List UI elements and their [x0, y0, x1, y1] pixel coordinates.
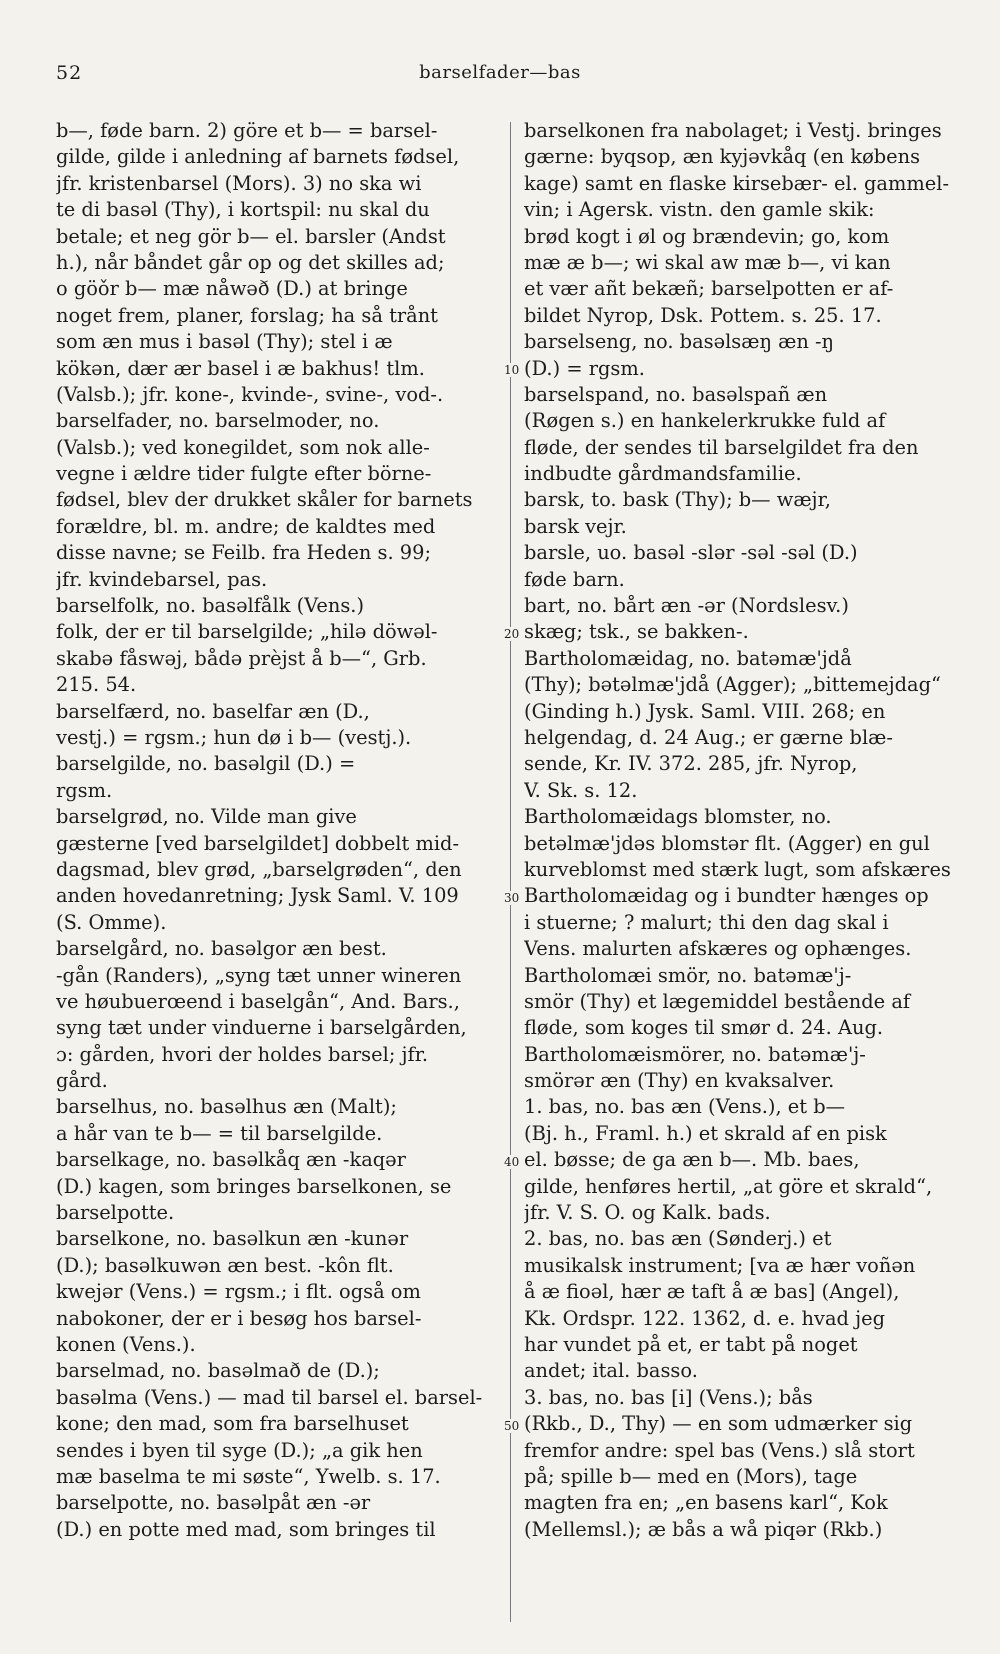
text-line: Bartholomæismörer, no. batəmæ'j- — [524, 1042, 866, 1066]
line-number: 30 — [504, 890, 520, 905]
text-line: har vundet på et, er tabt på noget — [524, 1332, 858, 1356]
text-line: gård. — [56, 1069, 108, 1093]
text-line: Vens. malurten afskæres og ophænges. — [524, 937, 912, 961]
text-line: gæsterne [ved barselgildet] dobbelt mid- — [56, 831, 460, 855]
text-line: musikalsk instrument; [va æ hær voñən — [524, 1253, 916, 1277]
text-line: barsk vejr. — [524, 514, 627, 538]
left-column — [56, 118, 502, 1543]
text-line: jfr. V. S. O. og Kalk. bads. — [524, 1201, 771, 1225]
text-line: (D.) en potte med mad, som bringes til — [56, 1517, 436, 1541]
text-line: anden hovedanretning; Jysk Saml. V. 109 — [56, 884, 459, 908]
text-line: (S. Omme). — [56, 910, 167, 934]
text-line: (D.); basəlkuwən æn best. -kôn flt. — [56, 1253, 394, 1277]
text-line: barselfader, no. barselmoder, no. — [56, 409, 380, 433]
text-line: barselkage, no. basəlkåq æn -kaqər — [56, 1148, 406, 1172]
text-line: kökən, dær ær basel i æ bakhus! tlm. — [56, 356, 425, 380]
text-line: o göǒr b— mæ nåwəð (D.) at bringe — [56, 277, 408, 301]
text-line: andet; ital. basso. — [524, 1359, 698, 1383]
text-line: barselgård, no. basəlgor æn best. — [56, 937, 387, 961]
text-line: 1. bas, no. bas æn (Vens.), et b— — [524, 1095, 846, 1119]
text-line: konen (Vens.). — [56, 1332, 196, 1356]
text-line: mæ baselma te mi søste“, Ywelb. s. 17. — [56, 1464, 441, 1488]
text-line: barselpotte. — [56, 1201, 175, 1225]
text-line: (D.) kagen, som bringes barselkonen, se — [56, 1174, 452, 1198]
text-line: 2. bas, no. bas æn (Sønderj.) et — [524, 1227, 832, 1251]
text-line: kurveblomst med stærk lugt, som afskæres — [524, 857, 951, 881]
line-number: 40 — [504, 1154, 520, 1169]
text-line: Bartholomæidag, no. batəmæ'jdå — [524, 646, 852, 670]
text-line: Kk. Ordspr. 122. 1362, d. e. hvad jeg — [524, 1306, 886, 1330]
text-line: ɔ: gården, hvori der holdes barsel; jfr. — [56, 1042, 429, 1066]
text-line: (Bj. h., Framl. h.) et skrald af en pisk — [524, 1121, 887, 1145]
text-line: fløde, som koges til smør d. 24. Aug. — [524, 1016, 884, 1040]
text-line: fødsel, blev der drukket skåler for barnets — [56, 488, 473, 512]
text-line: betale; et neg gör b— el. barsler (Andst — [56, 224, 446, 248]
text-line: disse navne; se Feilb. fra Heden s. 99; — [56, 541, 432, 565]
text-line: barselhus, no. basəlhus æn (Malt); — [56, 1095, 397, 1119]
text-line: smör (Thy) et lægemiddel bestående af — [524, 989, 911, 1013]
text-line: skabə fåswəj, bådə prèjst å b—“, Grb. — [56, 646, 427, 670]
line-number: 20 — [504, 626, 520, 641]
text-line: kone; den mad, som fra barselhuset — [56, 1412, 409, 1436]
line-number: 10 — [504, 362, 520, 377]
text-line: -gån (Randers), „syng tæt unner wineren — [56, 963, 462, 987]
text-line: h.), når båndet går op og det skilles ad; — [56, 250, 445, 274]
text-line: indbudte gårdmandsfamilie. — [524, 462, 802, 486]
text-line: skæg; tsk., se bakken-. — [524, 620, 749, 644]
text-line: folk, der er til barselgilde; „hilə döwəl- — [56, 620, 438, 644]
text-line: barselkone, no. basəlkun æn -kunər — [56, 1227, 409, 1251]
text-line: dagsmad, blev grød, „barselgrøden“, den — [56, 857, 462, 881]
text-line: (D.) = rgsm. — [524, 356, 645, 380]
text-line: Bartholomæidags blomster, no. — [524, 805, 832, 829]
text-line: barselmad, no. basəlmað de (D.); — [56, 1359, 380, 1383]
text-line: el. bøsse; de ga æn b—. Mb. baes, — [524, 1148, 860, 1172]
text-line: bildet Nyrop, Dsk. Pottem. s. 25. 17. — [524, 303, 882, 327]
line-number: 50 — [504, 1418, 520, 1433]
text-line: kwejər (Vens.) = rgsm.; i flt. også om — [56, 1280, 421, 1304]
text-line: gilde, gilde i anledning af barnets fødsel, — [56, 145, 460, 169]
page-number: 52 — [56, 62, 83, 84]
text-line: sendes i byen til syge (D.); „a gik hen — [56, 1438, 423, 1462]
text-line: (Røgen s.) en hankelerkrukke fuld af — [524, 409, 886, 433]
text-line: fremfor andre: spel bas (Vens.) slå stort — [524, 1438, 915, 1462]
text-line: et vær añt bekæñ; barselpotten er af- — [524, 277, 894, 301]
text-line: betəlmæ'jdəs blomstər flt. (Agger) en gul — [524, 831, 930, 855]
text-line: nabokoner, der er i besøg hos barsel- — [56, 1306, 422, 1330]
text-line: barsk, to. bask (Thy); b— wæjr, — [524, 488, 831, 512]
text-line: som æn mus i basəl (Thy); stel i æ — [56, 330, 393, 354]
text-line: (Valsb.); jfr. kone-, kvinde-, svine-, vod-. — [56, 382, 444, 406]
text-line: gilde, henføres hertil, „at göre et skrald“, — [524, 1174, 933, 1198]
text-line: V. Sk. s. 12. — [524, 778, 638, 802]
text-line: barsle, uo. basəl -slər -səl -səl (D.) — [524, 541, 858, 565]
text-line: sende, Kr. IV. 372. 285, jfr. Nyrop, — [524, 752, 858, 776]
text-line: barselgrød, no. Vilde man give — [56, 805, 357, 829]
text-line: barselkonen fra nabolaget; i Vestj. bringes — [524, 119, 942, 142]
text-line: barselpotte, no. basəlpåt æn -ər — [56, 1491, 371, 1515]
text-line: (Thy); bətəlmæ'jdå (Agger); „bittemejdag“ — [524, 673, 941, 697]
text-line: barselfolk, no. basəlfålk (Vens.) — [56, 594, 365, 618]
text-line: mæ æ b—; wi skal aw mæ b—, vi kan — [524, 250, 891, 274]
text-line: (Mellemsl.); æ bås a wå piqər (Rkb.) — [524, 1517, 883, 1541]
text-line: barselseng, no. basəlsæŋ æn -ŋ — [524, 330, 835, 354]
text-line: 3. bas, no. bas [i] (Vens.); bås — [524, 1385, 813, 1409]
text-line: 215. 54. — [56, 673, 137, 697]
text-line: brød kogt i øl og brændevin; go, kom — [524, 224, 890, 248]
text-line: på; spille b— med en (Mors), tage — [524, 1464, 858, 1488]
text-line: å æ fioəl, hær æ taft å æ bas] (Angel), — [524, 1280, 900, 1304]
text-line: i stuerne; ? malurt; thi den dag skal i — [524, 910, 889, 934]
text-line: te di basəl (Thy), i kortspil: nu skal du — [56, 198, 430, 222]
text-line: Bartholomæi smör, no. batəmæ'j- — [524, 963, 852, 987]
right-column — [524, 118, 960, 1543]
text-line: vestj.) = rgsm.; hun dø i b— (vestj.). — [56, 725, 412, 749]
text-line: basəlma (Vens.) — mad til barsel el. barsel- — [56, 1385, 483, 1409]
text-line: barselfærd, no. baselfar æn (D., — [56, 699, 370, 723]
text-line: (Ginding h.) Jysk. Saml. VIII. 268; en — [524, 699, 886, 723]
running-head: barselfader—bas — [419, 62, 581, 83]
text-line: a hår van te b— = til barselgilde. — [56, 1121, 383, 1145]
text-line: b—, føde barn. 2) göre et b— = barsel- — [56, 119, 438, 142]
text-line: kage) samt en flaske kirsebær- el. gammel- — [524, 171, 949, 195]
text-line: Bartholomæidag og i bundter hænges op — [524, 884, 929, 908]
text-line: ve høubuerœend i baselgån“, And. Bars., — [56, 989, 460, 1013]
text-line: føde barn. — [524, 567, 625, 591]
text-line: jfr. kvindebarsel, pas. — [56, 567, 268, 591]
text-line: rgsm. — [56, 778, 113, 802]
text-line: noget frem, planer, forslag; ha så trånt — [56, 303, 438, 327]
text-line: vin; i Agersk. vistn. den gamle skik: — [524, 198, 875, 222]
text-line: jfr. kristenbarsel (Mors). 3) no ska wi — [56, 171, 422, 195]
text-line: gærne: byqsop, æn kyjəvkåq (en købens — [524, 145, 921, 169]
text-line: magten fra en; „en basens karl“, Kok — [524, 1491, 888, 1515]
text-line: barselgilde, no. basəlgil (D.) = — [56, 752, 356, 776]
text-line: (Valsb.); ved konegildet, som nok alle- — [56, 435, 430, 459]
text-line: bart, no. bårt æn -ər (Nordslesv.) — [524, 594, 849, 618]
text-line: smörər æn (Thy) en kvaksalver. — [524, 1069, 835, 1093]
text-line: forældre, bl. m. andre; de kaldtes med — [56, 514, 436, 538]
text-line: vegne i ældre tider fulgte efter börne- — [56, 462, 432, 486]
text-line: syng tæt under vinduerne i barselgården, — [56, 1016, 467, 1040]
text-line: barselspand, no. basəlspañ æn — [524, 382, 828, 406]
text-line: (Rkb., D., Thy) — en som udmærker sig — [524, 1412, 913, 1436]
text-line: helgendag, d. 24 Aug.; er gærne blæ- — [524, 725, 893, 749]
text-line: fløde, der sendes til barselgildet fra den — [524, 435, 919, 459]
